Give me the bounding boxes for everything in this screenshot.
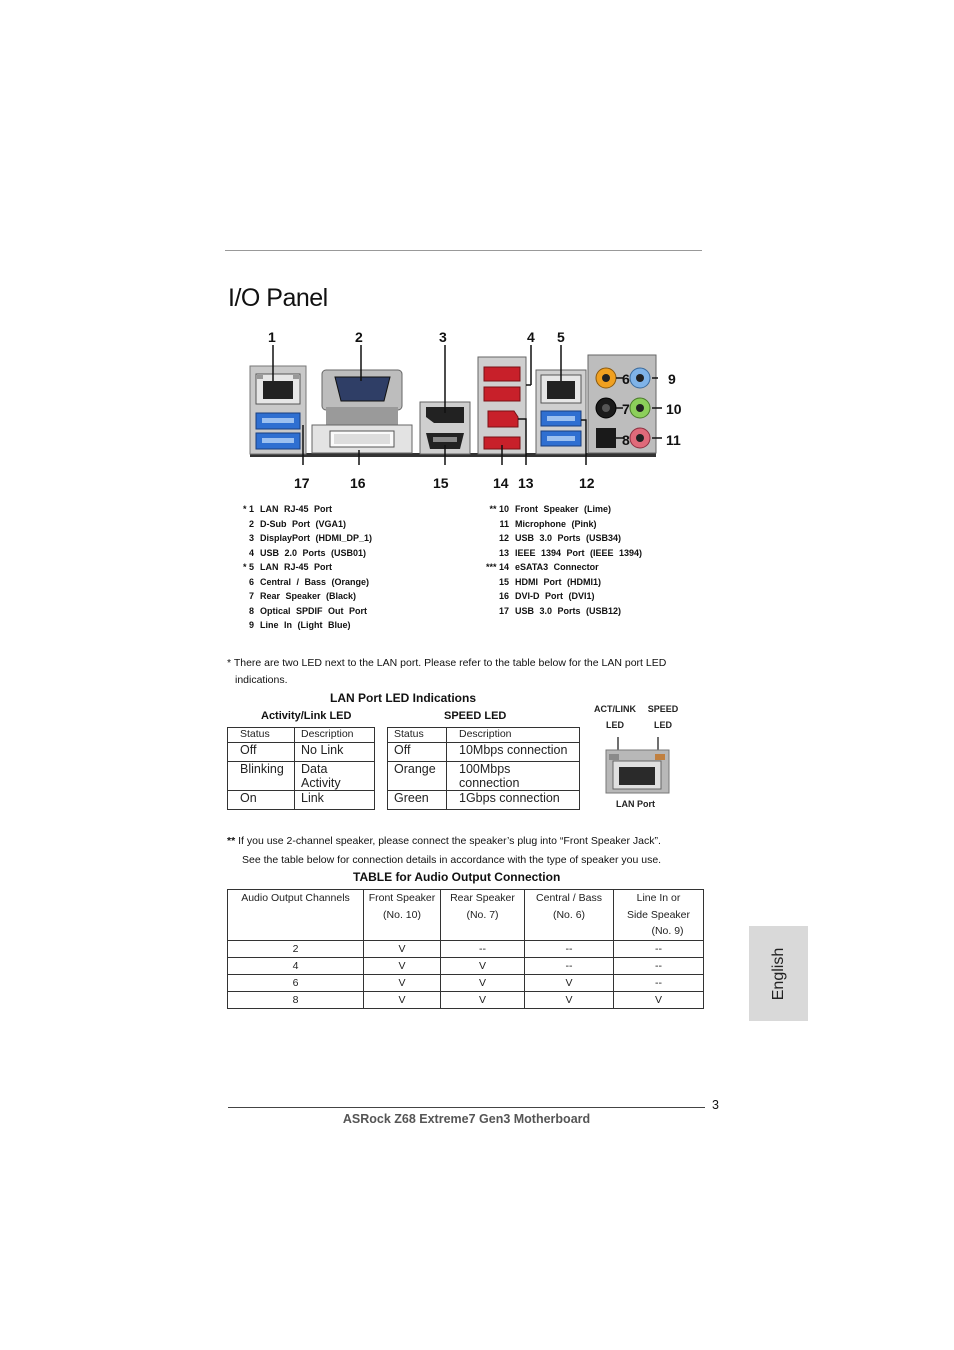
page-number: 3 xyxy=(712,1098,719,1112)
table-cell: 8 xyxy=(228,992,364,1009)
table-row xyxy=(388,743,580,762)
callout-15: 15 xyxy=(433,475,449,491)
table-cell: V xyxy=(364,975,441,992)
activity-table-title: Activity/Link LED xyxy=(261,710,352,722)
page-title: I/O Panel xyxy=(228,284,328,312)
speed-led-table xyxy=(387,727,580,810)
table-cell: -- xyxy=(614,975,704,992)
table-cell: No Link xyxy=(295,743,375,762)
table-header-cell: Description xyxy=(447,728,580,743)
footer-text: ASRock Z68 Extreme7 Gen3 Motherboard xyxy=(342,1112,591,1126)
speaker-note-line1 xyxy=(227,835,661,847)
table-cell: 2 xyxy=(228,941,364,958)
table-header-cell: Line In or Side Speaker (No. 9) xyxy=(614,890,704,941)
side-tab-label: English xyxy=(769,947,787,1000)
table-cell: V xyxy=(614,992,704,1009)
callout-3: 3 xyxy=(439,329,447,345)
table-header-cell: Description xyxy=(295,728,375,743)
callout-1: 1 xyxy=(268,329,276,345)
table-cell: Off xyxy=(228,743,295,762)
callout-2: 2 xyxy=(355,329,363,345)
callout-4: 4 xyxy=(527,329,535,345)
table-row xyxy=(228,743,375,762)
table-cell: -- xyxy=(614,941,704,958)
table-cell: -- xyxy=(525,941,614,958)
table-header-cell: Status xyxy=(388,728,447,743)
callout-5: 5 xyxy=(557,329,565,345)
legend-right: ** 10 Front Speaker (Lime) 11 Microphone (Pink) 12 USB 3.0 Ports (USB34) 13 IEEE 1394 Port (IEEE 1394) *** 14 eSATA3 Connector 15 HDMI Port (HDMI1) 16 DVI-D Port (DVI1) 17 USB 3.0 Ports (USB12) xyxy=(485,504,643,616)
lan-table-title: LAN Port LED Indications xyxy=(330,691,477,705)
table-cell: Orange xyxy=(388,762,447,791)
callout-14: 14 xyxy=(493,475,509,491)
table-header-row xyxy=(388,728,580,743)
callout-7: 7 xyxy=(622,401,630,417)
table-row xyxy=(228,992,704,1009)
vga-dvi-stack xyxy=(312,370,412,453)
table-cell: 4 xyxy=(228,958,364,975)
table-cell: V xyxy=(364,992,441,1009)
table-header-row xyxy=(228,728,375,743)
table-cell: Link xyxy=(295,791,375,810)
bottom-rule xyxy=(228,1107,705,1108)
callout-9: 9 xyxy=(668,371,676,387)
lan-port-caption: LAN Port xyxy=(616,799,655,809)
table-row xyxy=(388,791,580,810)
table-header-cell: Central / Bass (No. 6) xyxy=(525,890,614,941)
callout-16: 16 xyxy=(350,475,366,491)
audio-output-table xyxy=(227,889,704,1009)
callout-8: 8 xyxy=(622,432,630,448)
callout-6: 6 xyxy=(622,371,630,387)
lan-note-line1: * There are two LED next to the LAN port. Please refer to the table below for the LAN port LED xyxy=(227,657,667,669)
table-cell: 6 xyxy=(228,975,364,992)
speaker-note-marker: ** xyxy=(227,835,236,847)
table-cell: Off xyxy=(388,743,447,762)
table-cell: V xyxy=(525,975,614,992)
table-cell: V xyxy=(525,992,614,1009)
table-cell: V xyxy=(364,941,441,958)
language-side-tab xyxy=(749,926,808,1021)
lan-note-line2: indications. xyxy=(235,674,288,686)
lan-usb3-stack-left xyxy=(250,366,306,454)
table-cell: 100Mbps connection xyxy=(447,762,580,791)
table-header-cell: Rear Speaker (No. 7) xyxy=(441,890,525,941)
table-cell: 1Gbps connection xyxy=(447,791,580,810)
speed-table-title: SPEED LED xyxy=(444,710,507,722)
table-cell: On xyxy=(228,791,295,810)
audio-table-title: TABLE for Audio Output Connection xyxy=(353,870,561,884)
table-header-row xyxy=(228,890,704,941)
table-cell: Data Activity xyxy=(295,762,375,791)
table-row xyxy=(388,762,580,791)
legend-left: * 1 LAN RJ-45 Port 2 D-Sub Port (VGA1) 3 DisplayPort (HDMI_DP_1) 4 USB 2.0 Ports (USB01) * 5 LAN RJ-45 Port 6 Central / Bass (Orange) 7 Rear Speaker (Black) 8 Optical SPDIF Out Port 9 Line In (Light Blue) xyxy=(242,504,373,630)
callout-17: 17 xyxy=(294,475,310,491)
table-cell: V xyxy=(441,958,525,975)
callout-13: 13 xyxy=(518,475,534,491)
table-cell: V xyxy=(364,958,441,975)
callout-12: 12 xyxy=(579,475,595,491)
table-row xyxy=(228,791,375,810)
lan-port-icon xyxy=(603,737,673,797)
callout-10: 10 xyxy=(666,401,682,417)
speaker-note-text: If you use 2-channel speaker, please connect the speaker’s plug into “Front Speaker Jack”. xyxy=(238,835,661,847)
table-row xyxy=(228,958,704,975)
table-header-cell: Status xyxy=(228,728,295,743)
speaker-note-line2: See the table below for connection details in accordance with the type of speaker you use. xyxy=(242,854,662,866)
table-row xyxy=(228,762,375,791)
table-header-cell: Front Speaker (No. 10) xyxy=(364,890,441,941)
table-cell: Green xyxy=(388,791,447,810)
table-cell: V xyxy=(441,975,525,992)
table-cell: Blinking xyxy=(228,762,295,791)
speed-led-label: SPEED LED xyxy=(647,704,679,730)
table-cell: -- xyxy=(525,958,614,975)
top-rule xyxy=(225,250,702,251)
table-header-cell: Audio Output Channels xyxy=(228,890,364,941)
table-cell: -- xyxy=(441,941,525,958)
table-row xyxy=(228,975,704,992)
lan-usb3-stack-right xyxy=(536,370,586,454)
activity-led-table xyxy=(227,727,375,810)
table-row xyxy=(228,941,704,958)
callout-11: 11 xyxy=(666,432,681,448)
table-cell: V xyxy=(441,992,525,1009)
act-link-label: ACT/LINK LED xyxy=(594,704,636,730)
table-cell: 10Mbps connection xyxy=(447,743,580,762)
table-cell: -- xyxy=(614,958,704,975)
usb2-1394-esata-stack xyxy=(478,357,526,454)
